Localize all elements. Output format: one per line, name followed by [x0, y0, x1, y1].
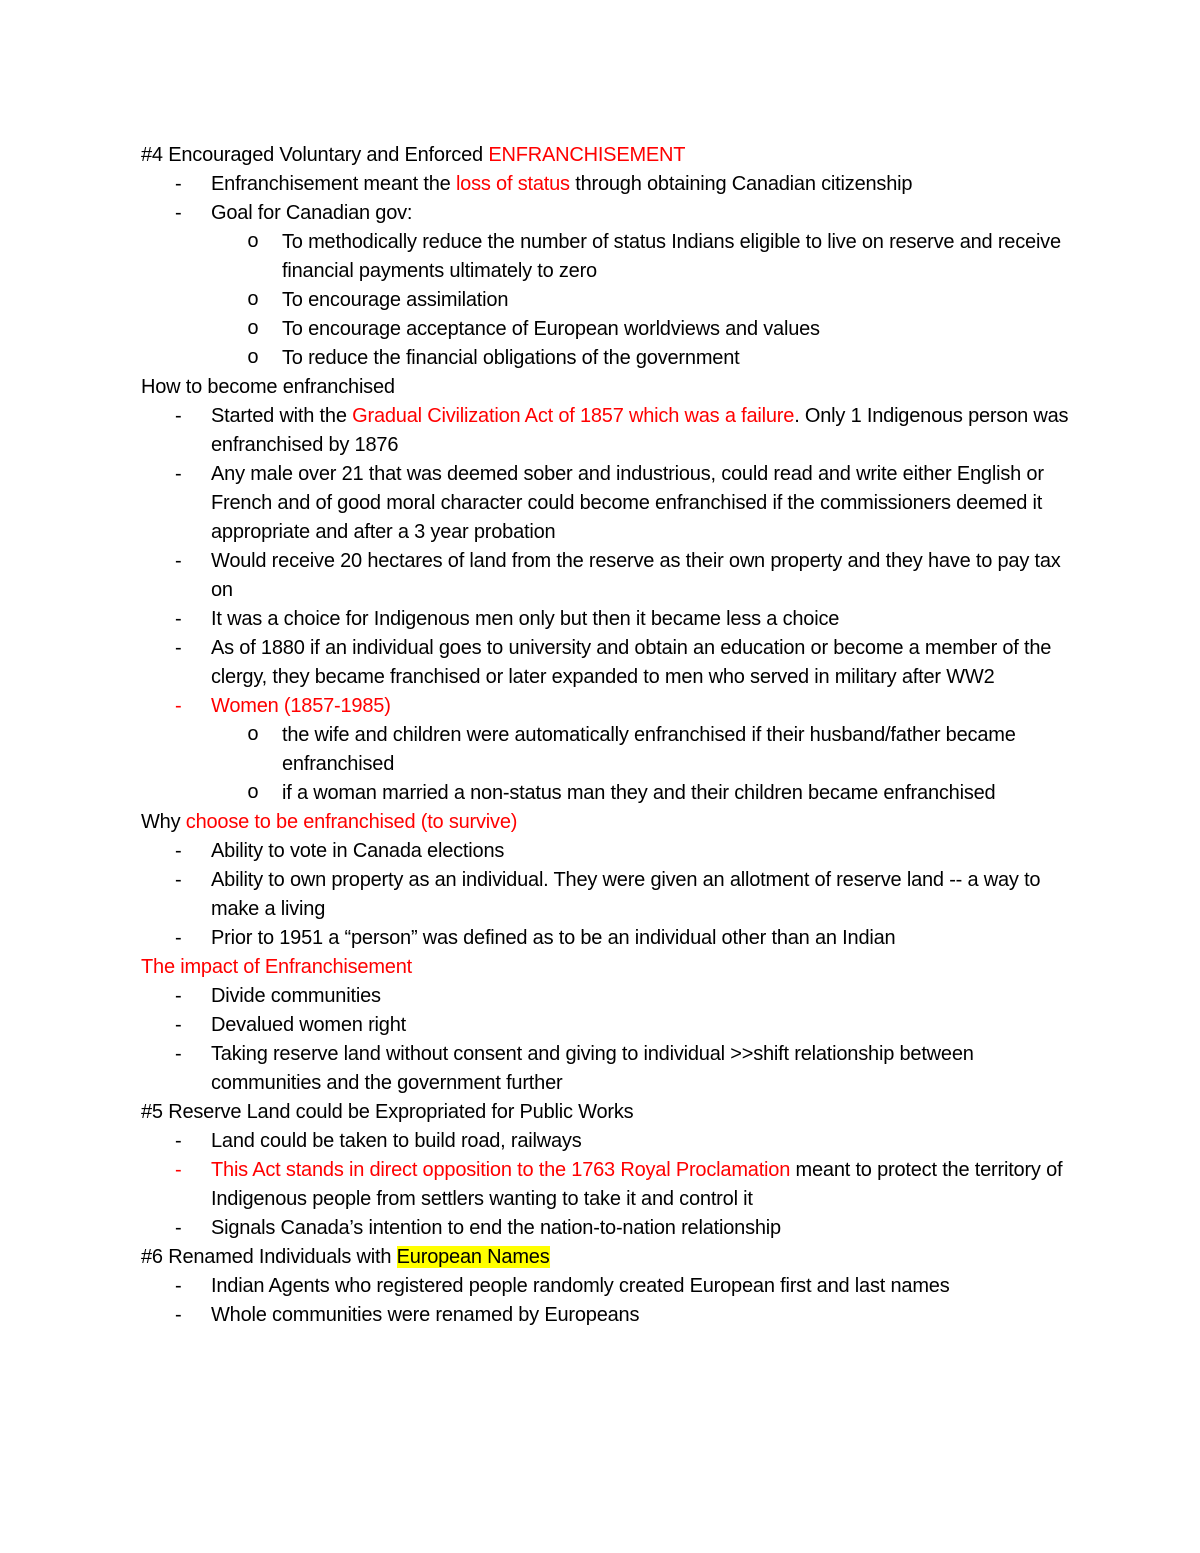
list-item [141, 634, 1071, 692]
list-item [141, 605, 1071, 634]
why-heading [141, 808, 1071, 837]
item-text: Would receive 20 hectares of land from the reserve as their own property and they have to pay tax on [211, 550, 1061, 601]
list-item [141, 1214, 1071, 1243]
sub-item-text: To methodically reduce the number of status Indians eligible to live on reserve and receive financial payments ultimately to zero [282, 231, 1061, 282]
sub-list-item [141, 315, 1071, 344]
dash-bullet: - [175, 1159, 182, 1181]
why-heading-red: choose to be enfranchised (to survive) [185, 811, 518, 833]
circle-bullet: o [247, 724, 259, 747]
section4-heading [141, 141, 1071, 170]
circle-bullet: o [247, 231, 259, 254]
item-text-red: This Act stands in direct opposition to the 1763 Royal Proclamation [211, 1159, 791, 1181]
item-text: Indian Agents who registered people randomly created European first and last names [211, 1275, 950, 1297]
dash-bullet: - [175, 1304, 182, 1326]
item-text: Taking reserve land without consent and giving to individual >>shift relationship between communities and the government further [211, 1043, 974, 1094]
list-item [141, 1040, 1071, 1098]
item-text: meant to protect the territory of Indigenous people from settlers wanting to take it and control it [211, 1159, 1063, 1210]
sub-list-item [141, 344, 1071, 373]
circle-bullet: o [247, 289, 259, 312]
list-item [141, 837, 1071, 866]
list-item [141, 1011, 1071, 1040]
item-text: Land could be taken to build road, railways [211, 1130, 582, 1152]
list-item [141, 1301, 1071, 1330]
list-item [141, 547, 1071, 605]
list-item [141, 866, 1071, 924]
sub-list-item [141, 228, 1071, 286]
item-text: As of 1880 if an individual goes to university and obtain an education or become a member of the clergy, they became franchised or later expanded to men who served in military after WW2 [211, 637, 1052, 688]
section4-heading-prefix: #4 Encouraged Voluntary and Enforced [141, 144, 489, 166]
impact-heading: The impact of Enfranchisement [141, 956, 412, 978]
item-text: It was a choice for Indigenous men only but then it became less a choice [211, 608, 840, 630]
item-text: through obtaining Canadian citizenship [569, 173, 913, 195]
section4-heading-red: ENFRANCHISEMENT [488, 144, 686, 166]
list-item [141, 924, 1071, 953]
list-item [141, 170, 1071, 199]
dash-bullet: - [175, 202, 182, 224]
dash-bullet: - [175, 405, 182, 427]
dash-bullet: - [175, 927, 182, 949]
dash-bullet: - [175, 608, 182, 630]
list-item [141, 1127, 1071, 1156]
sub-item-text: To encourage assimilation [282, 289, 509, 311]
item-text: Signals Canada’s intention to end the nation-to-nation relationship [211, 1217, 781, 1239]
why-heading-prefix: Why [141, 811, 186, 833]
list-item [141, 982, 1071, 1011]
item-text: Prior to 1951 a “person” was defined as to be an individual other than an Indian [211, 927, 896, 949]
list-item [141, 1272, 1071, 1301]
dash-bullet: - [175, 1043, 182, 1065]
notes-content [141, 141, 1071, 1330]
sub-item-text: the wife and children were automatically enfranchised if their husband/father became enfranchised [282, 724, 1016, 775]
section5-heading: #5 Reserve Land could be Expropriated for Public Works [141, 1101, 634, 1123]
dash-bullet: - [175, 550, 182, 572]
item-text-red: Women (1857-1985) [211, 695, 391, 717]
dash-bullet: - [175, 985, 182, 1007]
item-text: Any male over 21 that was deemed sober and industrious, could read and write either English or French and of good moral character could become enfranchised if the commissioners deemed it appropriate and after a 3 year probation [211, 463, 1044, 543]
sub-item-text: To reduce the financial obligations of the government [282, 347, 740, 369]
sub-list-item [141, 286, 1071, 315]
dash-bullet: - [175, 1217, 182, 1239]
list-item [141, 692, 1071, 721]
dash-bullet: - [175, 463, 182, 485]
sub-list-item [141, 779, 1071, 808]
dash-bullet: - [175, 637, 182, 659]
item-text: Started with the [211, 405, 353, 427]
dash-bullet: - [175, 840, 182, 862]
dash-bullet: - [175, 695, 182, 717]
list-item [141, 460, 1071, 547]
dash-bullet: - [175, 173, 182, 195]
section6-heading-highlight: European Names [396, 1246, 550, 1268]
list-item [141, 199, 1071, 228]
item-text: Divide communities [211, 985, 381, 1007]
item-text: Devalued women right [211, 1014, 406, 1036]
dash-bullet: - [175, 1130, 182, 1152]
item-text: . Only 1 Indigenous person was enfranchised by 1876 [211, 405, 1069, 456]
sub-item-text: To encourage acceptance of European worldviews and values [282, 318, 820, 340]
circle-bullet: o [247, 347, 259, 370]
list-item [141, 402, 1071, 460]
item-text-red: loss of status [455, 173, 570, 195]
list-item [141, 1156, 1071, 1214]
section6-heading-prefix: #6 Renamed Individuals with [141, 1246, 397, 1268]
sub-item-text: if a woman married a non-status man they and their children became enfranchised [282, 782, 996, 804]
section6-heading [141, 1243, 1071, 1272]
item-text: Enfranchisement meant the [211, 173, 456, 195]
item-text-red: Gradual Civilization Act of 1857 which was a failure [352, 405, 795, 427]
circle-bullet: o [247, 318, 259, 341]
sub-list-item [141, 721, 1071, 779]
item-text: Ability to own property as an individual. They were given an allotment of reserve land -- a way to make a living [211, 869, 1041, 920]
item-text: Ability to vote in Canada elections [211, 840, 505, 862]
how-heading: How to become enfranchised [141, 376, 395, 398]
item-text: Goal for Canadian gov: [211, 202, 413, 224]
item-text: Whole communities were renamed by Europeans [211, 1304, 640, 1326]
dash-bullet: - [175, 1275, 182, 1297]
dash-bullet: - [175, 1014, 182, 1036]
dash-bullet: - [175, 869, 182, 891]
circle-bullet: o [247, 782, 259, 805]
